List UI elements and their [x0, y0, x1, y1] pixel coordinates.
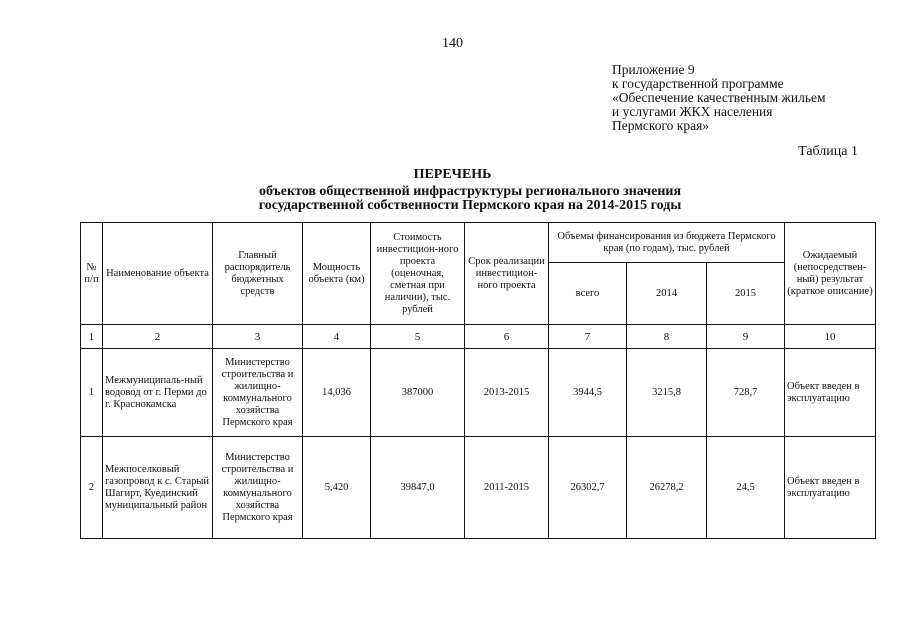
cell-total: 3944,5	[549, 349, 627, 437]
cell-cost: 39847,0	[371, 437, 465, 539]
cell-result: Объект введен в эксплуатацию	[785, 349, 876, 437]
cell-cost: 387000	[371, 349, 465, 437]
appendix-line: к государственной программе	[612, 76, 784, 91]
appendix-line: и услугами ЖКХ населения	[612, 104, 773, 119]
cell-term: 2011-2015	[465, 437, 549, 539]
subtitle-line: объектов общественной инфраструктуры регионального значения	[258, 184, 682, 199]
header-result: Ожидаемый (непосредствен-ный) результат (краткое описание)	[785, 223, 876, 325]
appendix-note	[612, 63, 826, 133]
cell-2014: 3215,8	[627, 349, 707, 437]
cell-manager: Министерство строительства и жилищно-коммунального хозяйства Пермского края	[213, 349, 303, 437]
subtitle-line: государственной собственности Пермского края на 2014-2015 годы	[258, 198, 682, 213]
cell-2015: 24,5	[707, 437, 785, 539]
objects-table	[80, 222, 876, 539]
column-number: 6	[465, 325, 549, 349]
column-number: 9	[707, 325, 785, 349]
column-number: 10	[785, 325, 876, 349]
column-number: 1	[81, 325, 103, 349]
cell-capacity: 5,420	[303, 437, 371, 539]
column-number: 2	[103, 325, 213, 349]
header-term: Срок реализации инвестицион-ного проекта	[465, 223, 549, 325]
cell-term: 2013-2015	[465, 349, 549, 437]
header-2015: 2015	[707, 263, 785, 325]
table-row	[81, 349, 876, 437]
cell-num: 1	[81, 349, 103, 437]
cell-2015: 728,7	[707, 349, 785, 437]
column-number: 4	[303, 325, 371, 349]
column-number: 3	[213, 325, 303, 349]
appendix-line: Приложение 9	[612, 62, 695, 77]
column-numbers-row	[81, 325, 876, 349]
header-name: Наименование объекта	[103, 223, 213, 325]
column-number: 5	[371, 325, 465, 349]
cell-manager: Министерство строительства и жилищно-коммунального хозяйства Пермского края	[213, 437, 303, 539]
header-num: № п/п	[81, 223, 103, 325]
document-subtitle	[190, 185, 750, 213]
header-2014: 2014	[627, 263, 707, 325]
header-capacity: Мощность объекта (км)	[303, 223, 371, 325]
document-title: ПЕРЕЧЕНЬ	[413, 167, 492, 182]
cell-total: 26302,7	[549, 437, 627, 539]
column-number: 8	[627, 325, 707, 349]
cell-2014: 26278,2	[627, 437, 707, 539]
header-cost: Стоимость инвестицион-ного проекта (оценочная, сметная при наличии), тыс. рублей	[371, 223, 465, 325]
appendix-line: «Обеспечение качественным жильем	[612, 90, 826, 105]
header-total: всего	[549, 263, 627, 325]
table-row	[81, 437, 876, 539]
header-manager: Главный распорядитель бюджетных средств	[213, 223, 303, 325]
cell-result: Объект введен в эксплуатацию	[785, 437, 876, 539]
cell-name: Межмуниципаль-ный водовод от г. Перми до г. Краснокамска	[103, 349, 213, 437]
cell-num: 2	[81, 437, 103, 539]
page-number: 140	[442, 36, 463, 51]
header-row	[81, 223, 876, 263]
cell-name: Межпоселковый газопровод к с. Старый Шагирт, Куединский муниципальный район	[103, 437, 213, 539]
header-funding: Объемы финансирования из бюджета Пермского края (по годам), тыс. рублей	[549, 223, 785, 263]
column-number: 7	[549, 325, 627, 349]
appendix-line: Пермского края»	[612, 118, 710, 133]
cell-capacity: 14,036	[303, 349, 371, 437]
table-label: Таблица 1	[798, 144, 858, 159]
